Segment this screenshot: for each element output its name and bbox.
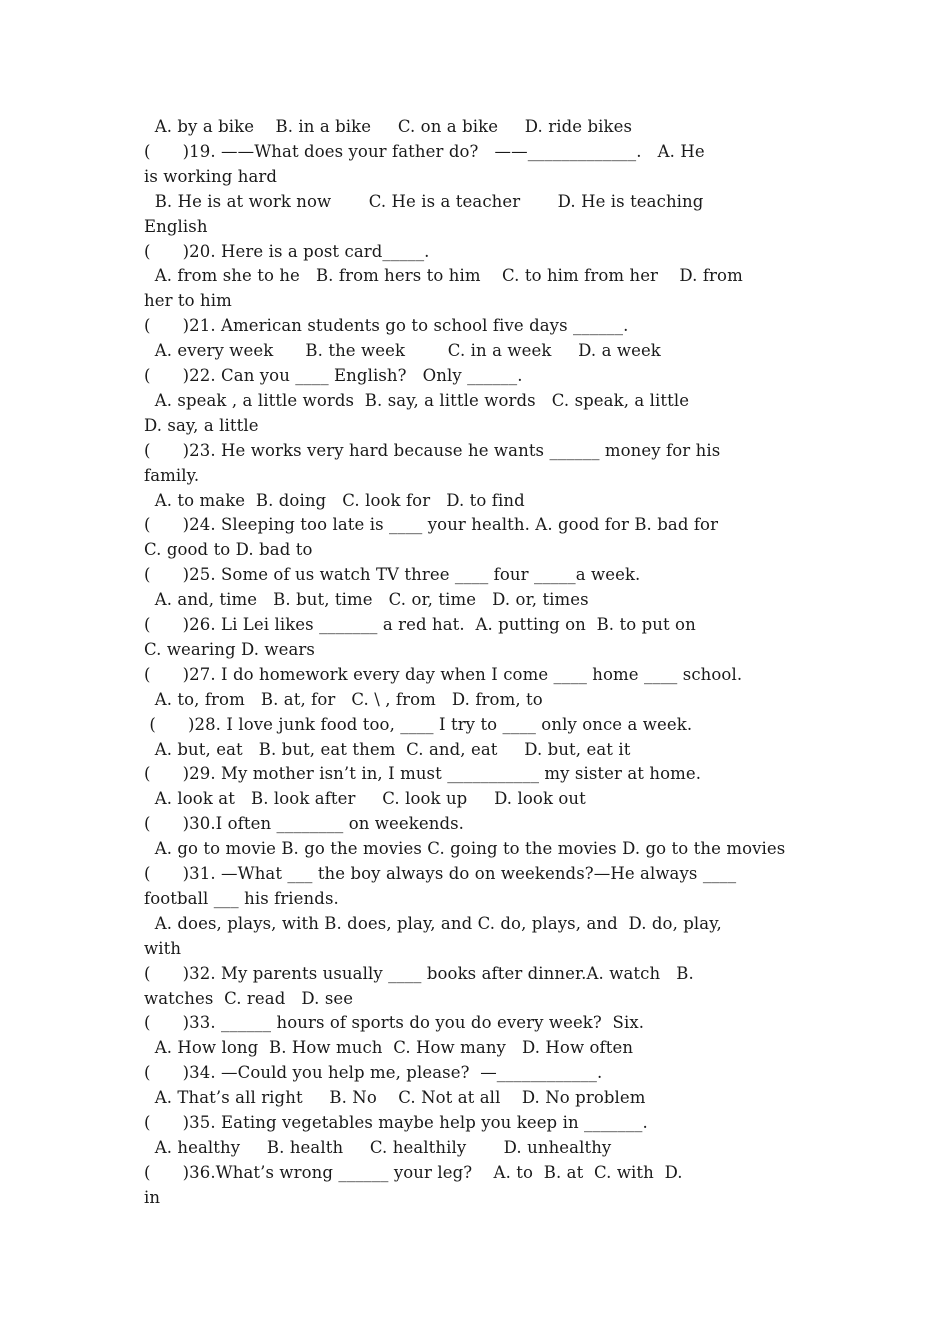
text-line: A. every week B. the week C. in a week D. a week (144, 341, 661, 361)
text-line: with (144, 938, 182, 958)
text-line: ( )20. Here is a post card_____. (144, 241, 430, 261)
text-line: ( )25. Some of us watch TV three ____ four _____a week. (144, 565, 641, 585)
text-line: family. (144, 465, 200, 485)
text-line: in (144, 1187, 161, 1207)
text-line: ( )23. He works very hard because he wants ______ money for his (144, 440, 721, 460)
text-line: C. good to D. bad to (144, 540, 313, 560)
text-line: ( )34. —Could you help me, please? —____________. (144, 1063, 603, 1083)
text-line: football ___ his friends. (144, 888, 339, 908)
text-line: A. That’s all right B. No C. Not at all D. No problem (144, 1088, 646, 1108)
text-line: A. healthy B. health C. healthily D. unhealthy (144, 1137, 612, 1157)
text-line: B. He is at work now C. He is a teacher D. He is teaching (144, 191, 704, 211)
text-line: A. by a bike B. in a bike C. on a bike D. ride bikes (144, 117, 633, 136)
text-line: A. look at B. look after C. look up D. look out (144, 789, 586, 809)
text-line: A. How long B. How much C. How many D. How often (144, 1038, 634, 1058)
text-line: ( )28. I love junk food too, ____ I try to ____ only once a week. (144, 714, 693, 734)
text-line: A. and, time B. but, time C. or, time D. or, times (144, 590, 589, 610)
text-line: ( )27. I do homework every day when I come ____ home ____ school. (144, 664, 743, 684)
text-line: ( )30.I often ________ on weekends. (144, 814, 465, 834)
text-line: ( )36.What’s wrong ______ your leg? A. to B. at C. with D. (144, 1162, 683, 1182)
text-line: C. wearing D. wears (144, 639, 315, 659)
text-line: is working hard (144, 166, 278, 186)
text-line: A. does, plays, with B. does, play, and C. do, plays, and D. do, play, (144, 913, 722, 933)
text-line: her to him (144, 291, 232, 311)
text-line: ( )29. My mother isn’t in, I must ___________ my sister at home. (144, 764, 702, 784)
text-line: A. to, from B. at, for C. \ , from D. from, to (144, 689, 543, 709)
text-line: ( )19. ——What does your father do? ——_____________. A. He (144, 141, 705, 161)
text-line: ( )33. ______ hours of sports do you do every week? Six. (144, 1013, 645, 1033)
text-line: ( )26. Li Lei likes _______ a red hat. A. putting on B. to put on (144, 615, 696, 634)
text-line: A. from she to he B. from hers to him C. to him from her D. from (144, 266, 743, 286)
text-line: English (144, 216, 208, 236)
text-line: A. to make B. doing C. look for D. to find (144, 490, 525, 510)
text-line: ( )24. Sleeping too late is ____ your health. A. good for B. bad for (144, 515, 719, 535)
text-line: ( )35. Eating vegetables maybe help you keep in _______. (144, 1113, 648, 1132)
text-line: A. speak , a little words B. say, a little words C. speak, a little (144, 390, 690, 410)
text-line: A. but, eat B. but, eat them C. and, eat D. but, eat it (144, 739, 631, 759)
text-line: ( )22. Can you ____ English? Only ______. (144, 366, 523, 385)
text-line: ( )32. My parents usually ____ books after dinner.A. watch B. (144, 963, 694, 983)
text-line: D. say, a little (144, 415, 259, 435)
text-line: A. go to movie B. go the movies C. going to the movies D. go to the movies (144, 839, 786, 859)
text-line: watches C. read D. see (144, 988, 354, 1008)
text-line: ( )31. —What ___ the boy always do on weekends?—He always ____ (144, 864, 737, 883)
text-line: ( )21. American students go to school five days ______. (144, 316, 629, 336)
